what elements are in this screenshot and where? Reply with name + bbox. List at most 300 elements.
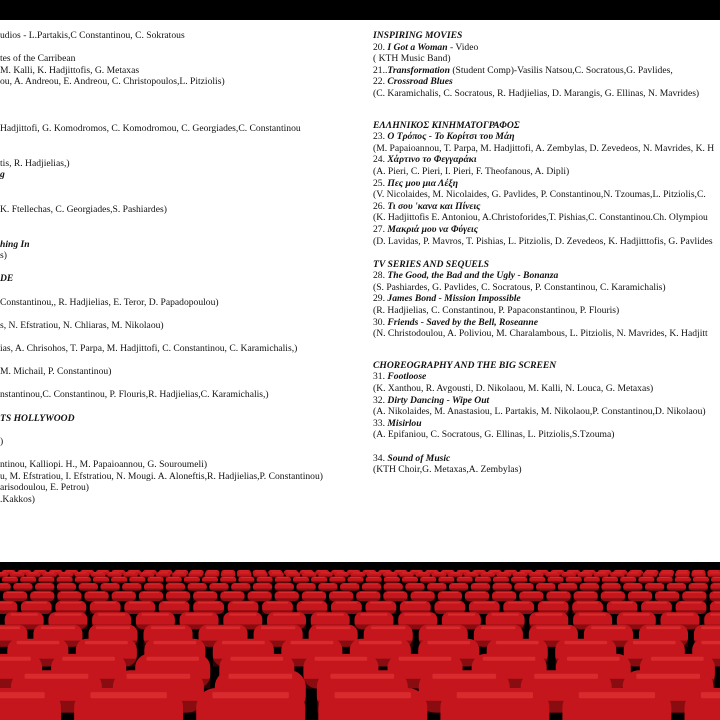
- item-title: Footloose: [387, 371, 427, 383]
- program-line: tes of the Carribean: [0, 53, 76, 65]
- seat-highlight: [646, 627, 680, 630]
- seat-highlight: [496, 592, 513, 593]
- seat-highlight: [360, 614, 387, 616]
- seat-shadow: [711, 581, 720, 583]
- section-heading: ΕΛΛΗΝΙΚΟΣ ΚΙΝΗΜΑΤΟΓΡΑΦΟΣ: [373, 119, 520, 131]
- program-item: [373, 270, 714, 282]
- program-item: [373, 131, 714, 143]
- seat-highlight: [82, 570, 92, 571]
- seat-shadow: [248, 598, 272, 601]
- seat-highlight: [659, 577, 670, 578]
- seat-highlight: [623, 577, 634, 578]
- seat-highlight: [197, 592, 214, 593]
- program-line: M. Kalli, K. Hadjittofis, G. Metaxas: [0, 64, 140, 76]
- seat-highlight: [142, 592, 159, 593]
- seat-highlight: [229, 674, 293, 679]
- seat-highlight: [666, 614, 693, 616]
- seat-highlight: [330, 674, 394, 679]
- seat-shadow: [275, 589, 294, 591]
- seat-highlight: [404, 577, 415, 578]
- program-item: [373, 76, 714, 88]
- seat-highlight: [186, 577, 197, 578]
- seat-highlight: [231, 657, 284, 661]
- seat-shadow: [420, 581, 436, 583]
- seat-highlight: [677, 577, 688, 578]
- seat-shadow: [601, 589, 620, 591]
- seat-highlight: [82, 584, 96, 585]
- seat-highlight: [67, 570, 77, 571]
- seat-shadow: [405, 589, 424, 591]
- seat-shadow: [166, 581, 182, 583]
- seat-highlight: [474, 602, 496, 604]
- item-credit: (A. Pieri, C. Pieri, I. Pieri, F. Theofanous, A. Dipli): [373, 165, 570, 177]
- seat-highlight: [553, 570, 563, 571]
- seat-shadow: [657, 581, 673, 583]
- program-item: [373, 224, 714, 236]
- seat-highlight: [16, 584, 30, 585]
- program-item: [373, 395, 714, 407]
- program-item: [373, 418, 714, 430]
- seat-highlight: [77, 572, 87, 573]
- item-title: Χάρτινο το Φεγγαράκι: [387, 154, 477, 166]
- program-item: [373, 317, 714, 329]
- program-line: .Kakkos): [0, 493, 35, 505]
- theater-seats-illustration: [0, 562, 720, 720]
- seat-shadow: [475, 581, 491, 583]
- seat-highlight: [95, 577, 106, 578]
- seat-highlight: [713, 577, 720, 578]
- seat-highlight: [98, 570, 108, 571]
- seat-highlight: [632, 592, 649, 593]
- seat-highlight: [161, 570, 171, 571]
- seat-highlight: [492, 614, 519, 616]
- seat-shadow: [84, 598, 108, 601]
- seat-highlight: [223, 577, 234, 578]
- program-line: ntinou, Kalliopi. H., M. Papaioannou, G. Souroumeli): [0, 458, 208, 470]
- seat-highlight: [305, 592, 322, 593]
- seat-highlight: [542, 602, 564, 604]
- item-number: 30.: [373, 316, 385, 328]
- seat-highlight: [60, 584, 74, 585]
- item-title: The Good, the Bad and the Ugly - Bonanza: [387, 270, 559, 282]
- seat-shadow: [682, 598, 706, 601]
- seat-shadow: [38, 581, 54, 583]
- seat-highlight: [715, 602, 720, 604]
- item-credit: ( KTH Music Band): [373, 53, 451, 65]
- seat-highlight: [645, 572, 655, 573]
- seat-shadow: [529, 581, 545, 583]
- seat-highlight: [459, 577, 470, 578]
- seat-highlight: [360, 592, 377, 593]
- item-number: 24.: [373, 154, 385, 166]
- seat-shadow: [675, 581, 691, 583]
- seat-highlight: [633, 641, 676, 644]
- seat-shadow: [383, 598, 407, 601]
- seat-shadow: [584, 581, 600, 583]
- program-line: s): [0, 250, 7, 262]
- item-title: Πες μου μια Λέξη: [387, 177, 458, 189]
- seat-highlight: [38, 584, 52, 585]
- seat-highlight: [670, 584, 684, 585]
- item-title: Transformation: [387, 64, 450, 76]
- item-title: Crossroad Blues: [387, 76, 453, 88]
- item-number: 22.: [373, 76, 385, 88]
- seat-highlight: [701, 641, 720, 644]
- seat-shadow: [257, 581, 273, 583]
- seat-highlight: [561, 584, 575, 585]
- seat-shadow: [329, 598, 353, 601]
- seat-highlight: [380, 570, 390, 571]
- item-credit: (D. Lavidas, P. Mavros, T. Pishias, L. Pitziolis, D. Zevedeos, K. Hadjitttofis, G. Pavlides: [373, 235, 713, 247]
- item-credit: (N. Christodoulou, A. Poliviou, M. Charalambous, L. Pitziolis, N. Mavrides, K. Hadjitt: [373, 328, 708, 340]
- seat-highlight: [550, 577, 561, 578]
- seat-highlight: [11, 614, 38, 616]
- seat-shadow: [547, 581, 563, 583]
- item-number: 33.: [373, 417, 385, 429]
- seat-highlight: [146, 657, 199, 661]
- seat-highlight: [514, 577, 525, 578]
- program-line: DE: [0, 273, 14, 285]
- seat-shadow: [347, 581, 363, 583]
- seat-shadow: [492, 598, 516, 601]
- item-note: (Student Comp)-Vasilis Natsou,C. Socratous,G. Pavlides,: [449, 64, 673, 76]
- seat-shadow: [57, 581, 73, 583]
- seat-highlight: [531, 572, 541, 573]
- seat-highlight: [103, 584, 117, 585]
- seat-highlight: [96, 627, 130, 630]
- seat-highlight: [678, 570, 688, 571]
- seat-highlight: [495, 577, 506, 578]
- seat-highlight: [490, 570, 500, 571]
- seat-highlight: [612, 572, 622, 573]
- seat-highlight: [114, 577, 125, 578]
- seat-highlight: [579, 614, 606, 616]
- seat-shadow: [402, 581, 418, 583]
- section-heading: TV SERIES AND SEQUELS: [373, 258, 489, 270]
- seat-highlight: [314, 577, 325, 578]
- program-line: tis, R. Hadjielias,): [0, 157, 70, 169]
- seat-shadow: [93, 581, 109, 583]
- seat-highlight: [163, 602, 185, 604]
- program-line: hing In: [0, 238, 30, 250]
- seat-shadow: [438, 598, 462, 601]
- seat-highlight: [170, 592, 187, 593]
- item-credit: (S. Pashiardes, G. Pavlides, C. Socratous, P. Constantinou, C. Karamichalis): [373, 281, 666, 293]
- program-line: Hadjittofi, G. Komodromos, C. Komodromou, C. Georgiades,C. Constantinou: [0, 122, 301, 134]
- seat-highlight: [17, 641, 60, 644]
- seat-highlight: [207, 572, 217, 573]
- seat-highlight: [604, 584, 618, 585]
- seat-highlight: [206, 627, 240, 630]
- seat-highlight: [23, 577, 34, 578]
- item-credit: (A. Epifaniou, C. Socratous, G. Ellinas, L. Pitziolis,S.Tzouma): [373, 429, 615, 441]
- item-number: 32.: [373, 394, 385, 406]
- seat-highlight: [483, 657, 536, 661]
- seat-highlight: [596, 572, 606, 573]
- seat-highlight: [273, 614, 300, 616]
- item-credit: (K. Xanthou, R. Avgousti, D. Nikolaou, M. Kalli, N. Louca, G. Metaxas): [373, 383, 654, 395]
- item-credit: (K. Hadjittofis E. Antoniou, A.Christoforides,T. Pishias,C. Constantinou.Ch. Olympiou: [373, 212, 708, 224]
- program-line: ias, A. Chrisohos, T. Parpa, M. Hadjittofi, C. Constantinou, C. Karamichalis,): [0, 343, 298, 355]
- seat-shadow: [3, 598, 27, 601]
- seat-shadow: [362, 589, 381, 591]
- seat-highlight: [12, 572, 22, 573]
- item-credit: (V. Nicolaides, M. Nicolaides, G. Pavlides, P. Constantinou,N. Tzoumas,L. Pitziolis,C.: [373, 189, 706, 201]
- seat-highlight: [223, 572, 233, 573]
- item-number: 28.: [373, 270, 385, 282]
- seat-highlight: [35, 570, 45, 571]
- seat-highlight: [343, 584, 357, 585]
- seat-highlight: [359, 641, 402, 644]
- seat-highlight: [469, 592, 486, 593]
- seat-highlight: [474, 570, 484, 571]
- program-item: [373, 453, 714, 465]
- seat-shadow: [457, 581, 473, 583]
- seat-highlight: [333, 570, 343, 571]
- seat-shadow: [620, 581, 636, 583]
- seat-shadow: [329, 581, 345, 583]
- program-item: [373, 371, 714, 383]
- seat-highlight: [94, 602, 116, 604]
- seat-highlight: [577, 602, 599, 604]
- section-heading: INSPIRING MOVIES: [373, 30, 463, 41]
- program-line: arisodoulou, E. Petrou): [0, 482, 89, 494]
- seat-shadow: [296, 589, 315, 591]
- seat-highlight: [150, 577, 161, 578]
- seat-shadow: [710, 589, 720, 591]
- seat-highlight: [648, 584, 662, 585]
- seat-highlight: [418, 572, 428, 573]
- seat-highlight: [364, 570, 374, 571]
- seat-highlight: [694, 570, 704, 571]
- item-title: Ο Τρόπος - Το Κορίτσι του Μάη: [387, 131, 515, 143]
- seat-highlight: [427, 570, 437, 571]
- seat-highlight: [261, 627, 295, 630]
- seat-shadow: [536, 589, 555, 591]
- seat-highlight: [315, 657, 368, 661]
- seat-highlight: [198, 602, 220, 604]
- seat-highlight: [386, 577, 397, 578]
- seat-highlight: [701, 627, 720, 630]
- seat-highlight: [539, 584, 553, 585]
- seat-highlight: [521, 570, 531, 571]
- seat-highlight: [234, 584, 248, 585]
- seat-shadow: [193, 598, 217, 601]
- seat-highlight: [496, 641, 539, 644]
- seat-highlight: [580, 572, 590, 573]
- seat-highlight: [452, 584, 466, 585]
- seat-highlight: [713, 592, 720, 593]
- seat-shadow: [112, 598, 136, 601]
- seat-shadow: [438, 581, 454, 583]
- seat-shadow: [574, 598, 598, 601]
- seat-highlight: [93, 572, 103, 573]
- seat-highlight: [591, 627, 625, 630]
- item-number: 27.: [373, 223, 385, 235]
- seat-highlight: [317, 570, 327, 571]
- seat-highlight: [251, 592, 268, 593]
- program-item: [373, 201, 714, 213]
- seat-shadow: [139, 598, 163, 601]
- seat-shadow: [129, 581, 145, 583]
- seat-shadow: [188, 589, 207, 591]
- item-number: 25.: [373, 177, 385, 189]
- seat-shadow: [209, 589, 228, 591]
- seat-highlight: [291, 641, 334, 644]
- program-item: [373, 293, 714, 305]
- seat-shadow: [366, 581, 382, 583]
- seat-highlight: [0, 657, 31, 661]
- seat-highlight: [626, 584, 640, 585]
- seat-highlight: [615, 570, 625, 571]
- seat-highlight: [506, 570, 516, 571]
- seat-highlight: [28, 572, 38, 573]
- seat-shadow: [57, 589, 76, 591]
- seat-highlight: [369, 572, 379, 573]
- seat-highlight: [659, 592, 676, 593]
- item-number: 23.: [373, 131, 385, 143]
- seat-highlight: [586, 577, 597, 578]
- seat-highlight: [550, 592, 567, 593]
- seat-shadow: [13, 589, 32, 591]
- seat-shadow: [511, 581, 527, 583]
- seat-highlight: [677, 572, 687, 573]
- seat-shadow: [493, 589, 512, 591]
- seat-shadow: [493, 581, 509, 583]
- seat-highlight: [288, 572, 298, 573]
- seat-highlight: [579, 692, 655, 698]
- seat-highlight: [147, 584, 161, 585]
- seat-highlight: [577, 592, 594, 593]
- seat-shadow: [311, 581, 327, 583]
- seat-shadow: [2, 581, 18, 583]
- seat-highlight: [568, 577, 579, 578]
- seat-highlight: [0, 602, 13, 604]
- seat-highlight: [600, 570, 610, 571]
- program-line: ou, A. Andreou, E. Andreou, C. Christopoulos,L. Pitziolis): [0, 76, 225, 88]
- seat-highlight: [127, 674, 191, 679]
- seat-highlight: [232, 602, 254, 604]
- seat-highlight: [142, 572, 152, 573]
- item-note: - Video: [447, 41, 479, 53]
- seat-shadow: [144, 589, 163, 591]
- seat-highlight: [401, 572, 411, 573]
- program-line: TS HOLLYWOOD: [0, 412, 75, 424]
- seat-highlight: [272, 572, 282, 573]
- seat-highlight: [439, 602, 461, 604]
- seat-highlight: [132, 577, 143, 578]
- seat-highlight: [239, 572, 249, 573]
- seat-highlight: [584, 570, 594, 571]
- seat-highlight: [387, 584, 401, 585]
- seat-shadow: [35, 589, 54, 591]
- seat-highlight: [333, 592, 350, 593]
- seat-highlight: [517, 584, 531, 585]
- seat-highlight: [680, 602, 702, 604]
- seat-shadow: [275, 598, 299, 601]
- seat-highlight: [536, 627, 570, 630]
- seat-shadow: [566, 581, 582, 583]
- seat-highlight: [631, 570, 641, 571]
- seat-highlight: [701, 692, 720, 698]
- seat-highlight: [350, 577, 361, 578]
- item-title: Friends - Saved by the Bell, Roseanne: [387, 316, 538, 328]
- seat-shadow: [601, 598, 625, 601]
- seat-shadow: [411, 598, 435, 601]
- seat-highlight: [370, 602, 392, 604]
- seat-highlight: [278, 592, 295, 593]
- seat-highlight: [567, 657, 620, 661]
- program-line: udios - L.Partakis,C Constantinou, C. Sokratous: [0, 30, 185, 41]
- seat-shadow: [75, 581, 91, 583]
- seat-highlight: [185, 614, 212, 616]
- seat-highlight: [693, 572, 703, 573]
- seat-highlight: [85, 641, 128, 644]
- seat-shadow: [645, 589, 664, 591]
- seat-highlight: [192, 570, 202, 571]
- seat-highlight: [213, 692, 289, 698]
- program-line: K. Ftellechas, C. Georgiades,S. Pashiardes): [0, 203, 167, 215]
- seat-highlight: [441, 577, 452, 578]
- seat-highlight: [335, 692, 411, 698]
- seat-highlight: [278, 584, 292, 585]
- seat-shadow: [318, 589, 337, 591]
- seat-shadow: [638, 581, 654, 583]
- seat-highlight: [154, 641, 197, 644]
- seat-shadow: [79, 589, 98, 591]
- seat-highlight: [414, 592, 431, 593]
- seat-shadow: [231, 589, 250, 591]
- seat-highlight: [647, 570, 657, 571]
- seat-highlight: [26, 602, 48, 604]
- seat-highlight: [661, 572, 671, 573]
- seat-highlight: [710, 614, 720, 616]
- seat-highlight: [0, 692, 45, 698]
- seat-highlight: [77, 577, 88, 578]
- seat-highlight: [691, 584, 705, 585]
- seat-highlight: [267, 602, 289, 604]
- seat-highlight: [368, 577, 379, 578]
- seat-highlight: [710, 572, 720, 573]
- seat-shadow: [147, 581, 163, 583]
- item-title: Τι σου 'κανα και Πίνεις: [387, 200, 481, 212]
- seat-highlight: [564, 641, 607, 644]
- seat-highlight: [404, 614, 431, 616]
- seat-highlight: [432, 674, 496, 679]
- seat-shadow: [340, 589, 359, 591]
- seat-highlight: [277, 577, 288, 578]
- seat-highlight: [7, 592, 24, 593]
- seat-highlight: [255, 572, 265, 573]
- seat-highlight: [41, 627, 75, 630]
- seat-highlight: [151, 627, 185, 630]
- seat-highlight: [405, 602, 427, 604]
- seat-highlight: [387, 592, 404, 593]
- seat-highlight: [337, 572, 347, 573]
- seat-highlight: [499, 572, 509, 573]
- item-title: I Got a Woman: [387, 41, 448, 53]
- program-right-column: [373, 30, 714, 476]
- item-title: James Bond - Mission Impossible: [387, 293, 521, 305]
- seat-highlight: [142, 614, 169, 616]
- seat-shadow: [238, 581, 254, 583]
- seat-highlight: [256, 584, 270, 585]
- seat-highlight: [20, 570, 30, 571]
- seat-highlight: [443, 570, 453, 571]
- seat-highlight: [190, 584, 204, 585]
- seat-highlight: [508, 602, 530, 604]
- seat-highlight: [611, 602, 633, 604]
